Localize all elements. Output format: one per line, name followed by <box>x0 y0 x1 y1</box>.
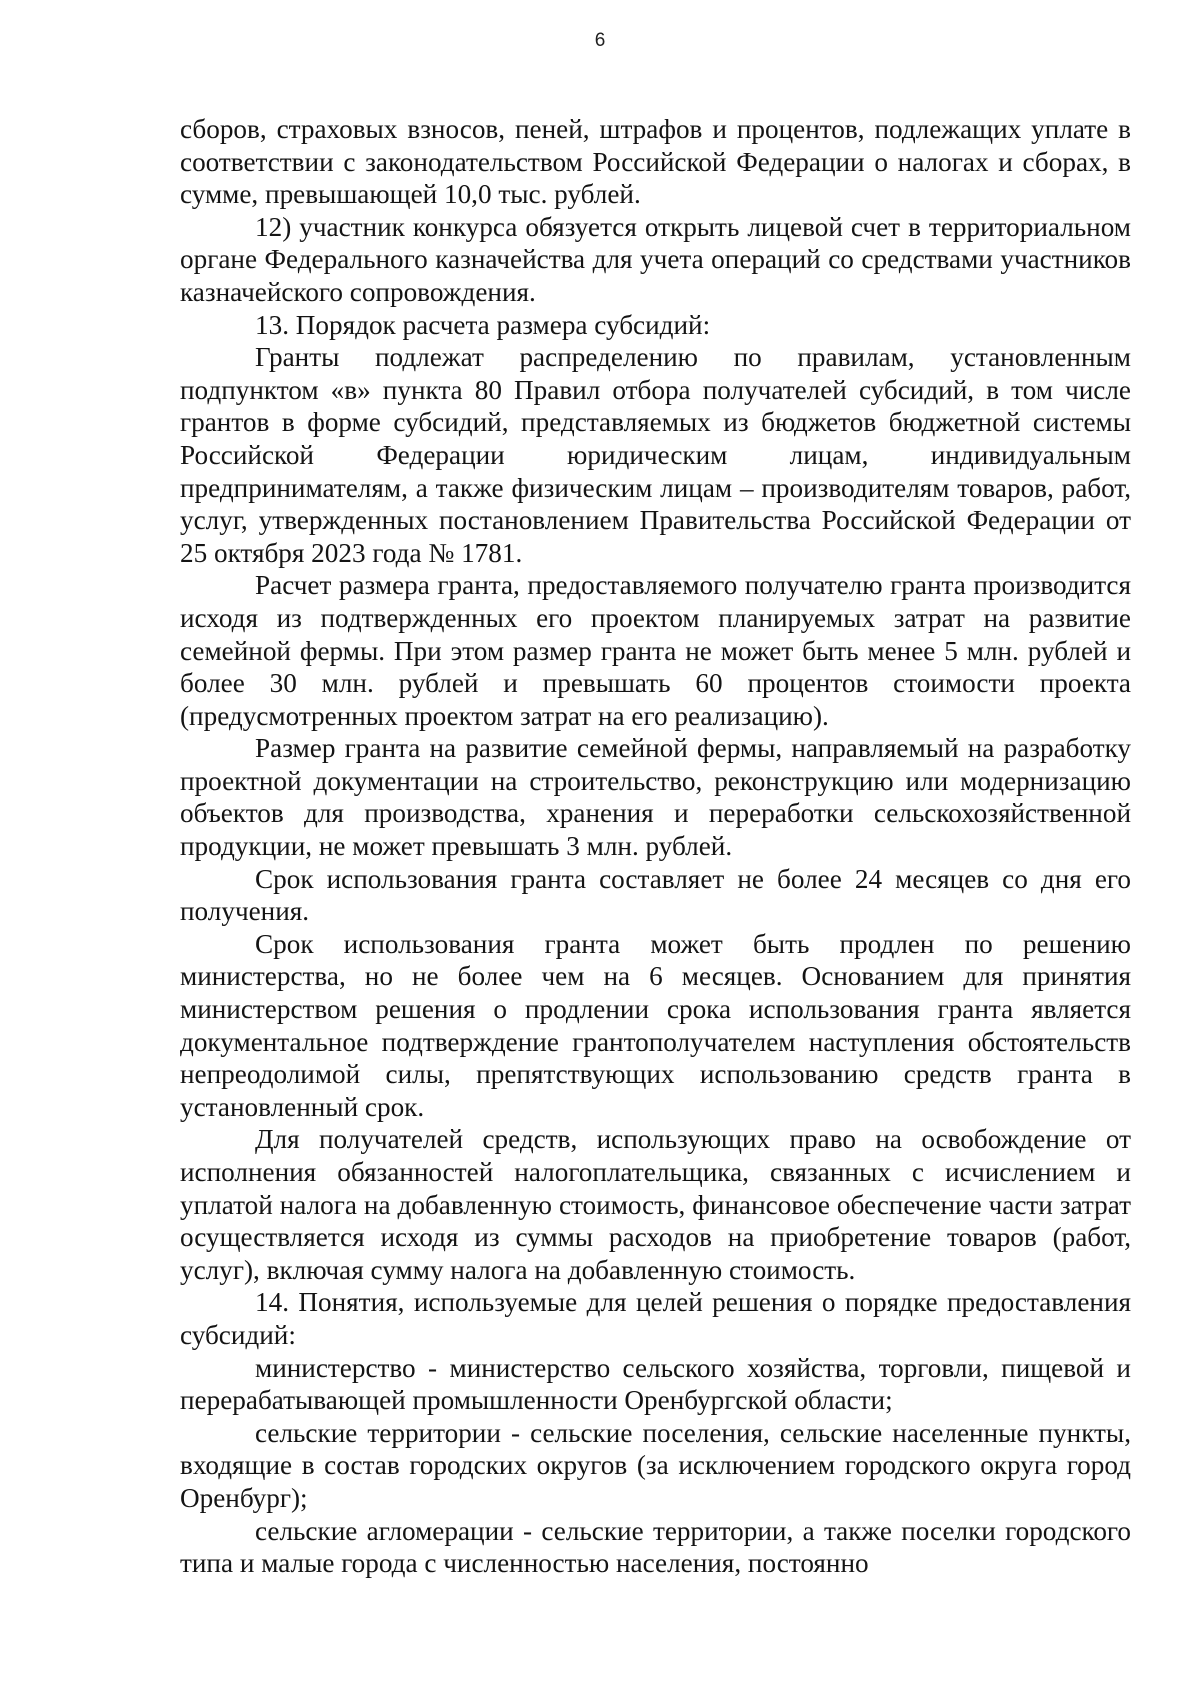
paragraph-grant-design-docs: Размер гранта на развитие семейной фермы, направляемый на разработку проектной документации на строительство, реконструкцию или модернизацию объектов для производства, хранения и переработки сельскохозяйственной продукции, не может превышать 3 млн. рублей. <box>180 733 1131 862</box>
document-body <box>180 113 1131 1580</box>
definition-rural-agglomerations: сельские агломерации - сельские территории, а также поселки городского типа и малые города с численностью населения, постоянно <box>180 1515 1131 1579</box>
paragraph-grant-term-extension: Срок использования гранта может быть продлен по решению министерства, но не более чем на 6 месяцев. Основанием для принятия министерством решения о продлении срока использования гранта является документальное подтверждение грантополучателем наступления обстоятельств непреодолимой силы, препятствующих использованию средств гранта в установленный срок. <box>180 928 1131 1122</box>
section-heading-14: 14. Понятия, используемые для целей решения о порядке предоставления субсидий: <box>180 1287 1131 1350</box>
definition-rural-territories: сельские территории - сельские поселения, сельские населенные пункты, входящие в состав городских округов (за исключением городского округа город Оренбург); <box>180 1417 1131 1513</box>
paragraph-item-12: 12) участник конкурса обязуется открыть лицевой счет в территориальном органе Федерального казначейства для учета операций со средствами участников казначейского сопровождения. <box>180 211 1131 307</box>
paragraph-grant-term: Срок использования гранта составляет не более 24 месяцев со дня его получения. <box>180 863 1131 927</box>
definition-ministry: министерство - министерство сельского хозяйства, торговли, пищевой и перерабатывающей промышленности Оренбургской области; <box>180 1352 1131 1416</box>
paragraph-grant-calculation: Расчет размера гранта, предоставляемого получателю гранта производится исходя из подтвержденных его проектом планируемых затрат на развитие семейной фермы. При этом размер гранта не может быть менее 5 млн. рублей и более 30 млн. рублей и превышать 60 процентов стоимости проекта (предусмотренных проектом затрат на его реализацию). <box>180 570 1131 731</box>
section-heading-13: 13. Порядок расчета размера субсидий: <box>255 309 711 340</box>
page-number: 6 <box>594 30 606 51</box>
paragraph-grants-distribution: Гранты подлежат распределению по правилам, установленным подпунктом «в» пункта 80 Правил отбора получателей субсидий, в том числе грантов в форме субсидий, представляемых из бюджетов бюджетной системы Российской Федерации юридическим лицам, индивидуальным предпринимателям, а также физическим лицам – производителям товаров, работ, услуг, утвержденных постановлением Правительства Российской Федерации от 25 октября 2023 года № 1781. <box>180 342 1131 568</box>
paragraph-taxes-continuation: сборов, страховых взносов, пеней, штрафов и процентов, подлежащих уплате в соответствии с законодательством Российской Федерации о налогах и сборах, в сумме, превышающей 10,0 тыс. рублей. <box>180 114 1131 210</box>
paragraph-vat-exemption: Для получателей средств, использующих право на освобождение от исполнения обязанностей налогоплательщика, связанных с исчислением и уплатой налога на добавленную стоимость, финансовое обеспечение части затрат осуществляется исходя из суммы расходов на приобретение товаров (работ, услуг), включая сумму налога на добавленную стоимость. <box>180 1124 1131 1285</box>
